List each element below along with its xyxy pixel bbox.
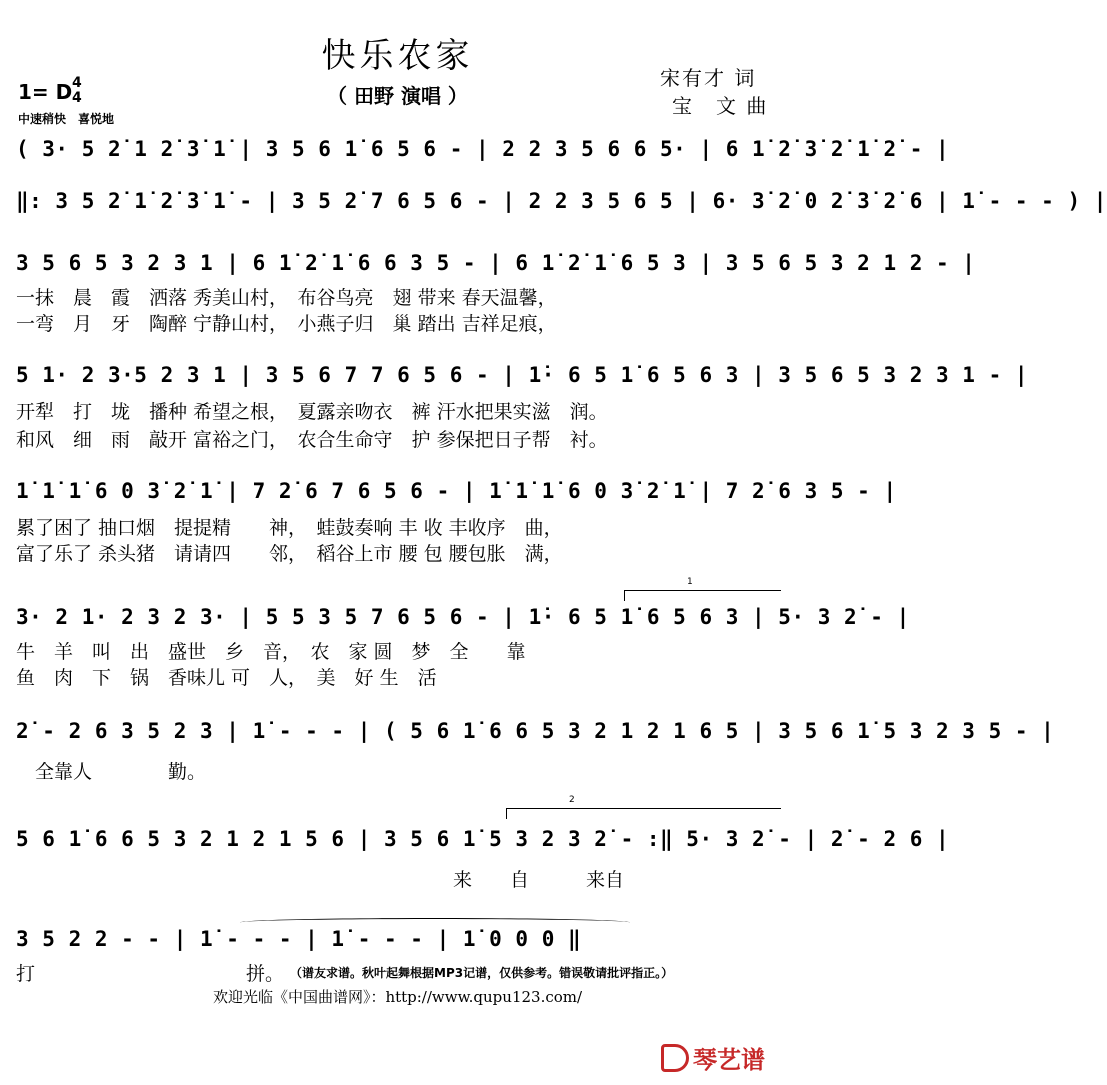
footer-text: 欢迎光临《中国曲谱网》：http://www.qupu123.com/ [212, 988, 583, 1006]
key-signature: 1= D [18, 80, 73, 104]
site-logo [661, 1040, 765, 1075]
logo-text: 琴艺谱 [693, 1046, 765, 1074]
lyric-line: 开犁 打 垅 播种 希望之根， 夏露亲吻衣 裤 汗水把果实滋 润。 [16, 401, 608, 423]
time-bottom: 4 [72, 90, 82, 106]
notation-row: ‖: 3 5 2̇ 1̇ 2̇ 3̇ 1̇ - | 3 5 2̇ 7 6 5 6 - | 2 2 3 5 6 5 | 6· 3̇ 2̇ 0 2̇ 3̇ 2̇ 6 | 1̇ - - - ) | [16, 189, 1107, 213]
lyric-line: 来 自 来自 [16, 869, 625, 891]
time-top: 4 [72, 75, 82, 91]
notation-row: ( 3· 5 2̇ 1 2̇ 3̇ 1̇ | 3 5 6 1̇ 6 5 6 - | 2 2 3 5 6 6 5· | 6 1̇ 2̇ 3̇ 2̇ 1̇ 2̇ - | [16, 137, 950, 161]
lyric-line: 牛 羊 叫 出 盛世 乡 音， 农 家 圆 梦 全 靠 [16, 641, 526, 663]
volta-bracket [506, 795, 781, 819]
volta-bracket [624, 577, 781, 601]
notation-row: 2̇ - 2 6 3 5 2 3 | 1̇ - - - | ( 5 6 1̇ 6 6 5 3 2 1 2 1 6 5 | 3 5 6 1̇ 5 3 2 3 5 - | [16, 719, 1055, 743]
singer-subtitle: （ 田野 演唱 ） [327, 84, 468, 108]
qin-logo-icon [661, 1044, 689, 1072]
notation-row: 5 6 1̇ 6 6 5 3 2 1 2 1 5 6 | 3 5 6 1̇ 5 3 2 3 2̇ - :‖ 5· 3 2̇ - | 2̇ - 2 6 | [16, 827, 950, 851]
notation-row: 1̇ 1̇ 1̇ 6 0 3̇ 2̇ 1̇ | 7 2̇ 6 7 6 5 6 - | 1̇ 1̇ 1̇ 6 0 3̇ 2̇ 1̇ | 7 2̇ 6 3 5 - | [16, 479, 897, 503]
time-signature [72, 76, 82, 106]
lyric-line: 一弯 月 牙 陶醉 宁静山村， 小燕子归 巢 踏出 吉祥足痕， [16, 313, 557, 335]
lyricist-credit: 宋有才 词 [660, 66, 757, 90]
notation-row: 3 5 2 2 - - | 1̇ - - - | 1̇ - - - | 1̇ 0 0 0 ‖ [16, 927, 582, 951]
volta-number: 1 [687, 577, 693, 587]
volta-number: 2 [569, 795, 575, 805]
notation-row: 5 1· 2 3·5 2 3 1 | 3 5 6 7 7 6 5 6 - | 1̇· 6 5 1̇ 6 5 6 3 | 3 5 6 5 3 2 3 1 - | [16, 363, 1029, 387]
lyric-line: 拼。 [246, 963, 285, 985]
lyric-line: 富了乐了 杀头猪 请请四 邻， 稻谷上市 腰 包 腰包胀 满， [16, 543, 563, 565]
composer-credit: 宝 文 曲 [672, 94, 769, 118]
notation-row: 3· 2 1· 2 3 2 3· | 5 5 3 5 7 6 5 6 - | 1̇· 6 5 1̇ 6 5 6 3 | 5· 3 2̇ - | [16, 605, 910, 629]
lyric-line: 鱼 肉 下 锅 香味儿 可 人， 美 好 生 活 [16, 667, 437, 689]
page-title: 快乐农家 [321, 36, 474, 76]
lyric-line: 全靠人 勤。 [16, 761, 207, 783]
transcription-note: （谱友求谱。秋叶起舞根据MP3记谱，仅供参考。错误敬请批评指正。） [290, 966, 674, 980]
lyric-line: 一抹 晨 霞 洒落 秀美山村， 布谷鸟亮 翅 带来 春天温馨， [16, 287, 557, 309]
tempo-marking: 中速稍快 喜悦地 [18, 112, 115, 126]
lyric-line: 打 [16, 963, 36, 985]
notation-row: 3 5 6 5 3 2 3 1 | 6 1̇ 2̇ 1̇ 6 6 3 5 - | 6 1̇ 2̇ 1̇ 6 5 3 | 3 5 6 5 3 2 1 2 - | [16, 251, 976, 275]
lyric-line: 累了困了 抽口烟 提提精 神， 蛙鼓奏响 丰 收 丰收序 曲， [16, 517, 563, 539]
lyric-line: 和风 细 雨 敲开 富裕之门， 农合生命守 护 参保把日子帮 衬。 [16, 429, 608, 451]
